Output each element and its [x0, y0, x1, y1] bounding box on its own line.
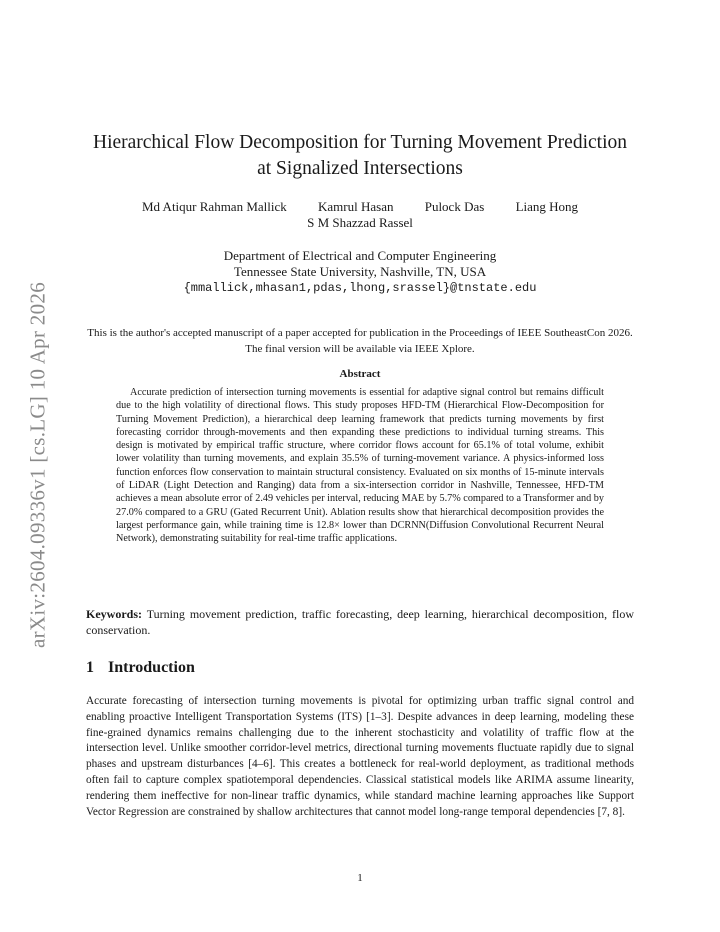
page-number: 1	[357, 872, 363, 884]
author-row	[60, 199, 660, 215]
department: Department of Electrical and Computer Engineering	[223, 248, 497, 263]
affiliation	[60, 248, 660, 296]
paper-title	[60, 130, 660, 182]
section-number: 1	[86, 659, 94, 676]
keywords	[86, 606, 634, 638]
author-name: S M Shazzad Rassel	[307, 215, 413, 230]
email-addresses: {mmallick,mhasan1,pdas,lhong,srassel}@tnstate.edu	[183, 281, 537, 295]
title-line-1: Hierarchical Flow Decomposition for Turning Movement Prediction	[92, 132, 627, 153]
author-list	[60, 199, 660, 231]
abstract-heading: Abstract	[339, 368, 381, 380]
author-name: Pulock Das	[424, 199, 485, 214]
author-name: Liang Hong	[515, 199, 579, 214]
abstract-body: Accurate prediction of intersection turning movements is essential for adaptive signal control but remains difficult due to the high volatility of directional flows. This study proposes HFD-TM (Hierarchical Flow-Decomposition for Turning Movement Prediction), a hierarchical deep learning framework that predicts turning movements by first forecasting corridor through-movements and then expanding these predictions to individual turning streams. This design is motivated by empirical traffic structure, where corridor flows account for 65.1% of total volume, exhibit lower volatility than turning movements, and explain 35.5% of turning-movement variance. A physics-informed loss function enforces flow conservation to maintain structural consistency. Evaluated on six months of 15-minute intervals of LiDAR (Light Detection and Ranging) data from a six-intersection corridor in Nashville, Tennessee, HFD-TM achieves a mean absolute error of 2.49 vehicles per interval, reducing MAE by 5.7% compared to a Transformer and by 27.0% compared to a GRU (Gated Recurrent Unit). Ablation results show that hierarchical decomposition provides the largest performance gain, while training time is 12.8× lower than DCRNN(Diffusion Convolutional Recurrent Neural Network), demonstrating suitability for real-time traffic applications.	[116, 387, 604, 545]
title-line-2: at Signalized Intersections	[257, 158, 463, 179]
author-name: Kamrul Hasan	[318, 199, 394, 214]
section-heading	[86, 659, 634, 677]
keywords-label: Keywords:	[86, 607, 142, 621]
university: Tennessee State University, Nashville, TN, USA	[233, 264, 487, 279]
introduction-paragraph: Accurate forecasting of intersection turning movements is pivotal for optimizing urban traffic signal control and enabling proactive Intelligent Transportation Systems (ITS) [1–3]. Despite advances in deep learning, modeling these fine-grained dynamics remains challenging due to the inherent stochasticity and volatility of traffic flow at the intersection level. Unlike smoother corridor-level metrics, directional turning movements fluctuate rapidly due to signal phases and upstream disturbances [4–6]. This creates a bottleneck for real-world deployment, as traditional methods often fail to capture complex spatiotemporal dependencies. Classical statistical models like ARIMA assume linearity, rendering them ineffective for non-linear traffic dynamics, while standard machine learning approaches like Support Vector Regression are constrained by shallow architectures that cannot model long-range temporal dependencies [7, 8].	[86, 695, 634, 818]
keywords-text: Turning movement prediction, traffic forecasting, deep learning, hierarchical decomposition, flow conservation.	[86, 607, 634, 637]
author-name: Md Atiqur Rahman Mallick	[141, 199, 287, 214]
manuscript-notice: This is the author's accepted manuscript of a paper accepted for publication in the Proceedings of IEEE SoutheastCon 2026. The final version will be available via IEEE Xplore.	[87, 327, 633, 355]
arxiv-identifier-stamp: arXiv:2604.09336v1 [cs.LG] 10 Apr 2026	[25, 281, 50, 649]
section-title: Introduction	[108, 659, 195, 676]
